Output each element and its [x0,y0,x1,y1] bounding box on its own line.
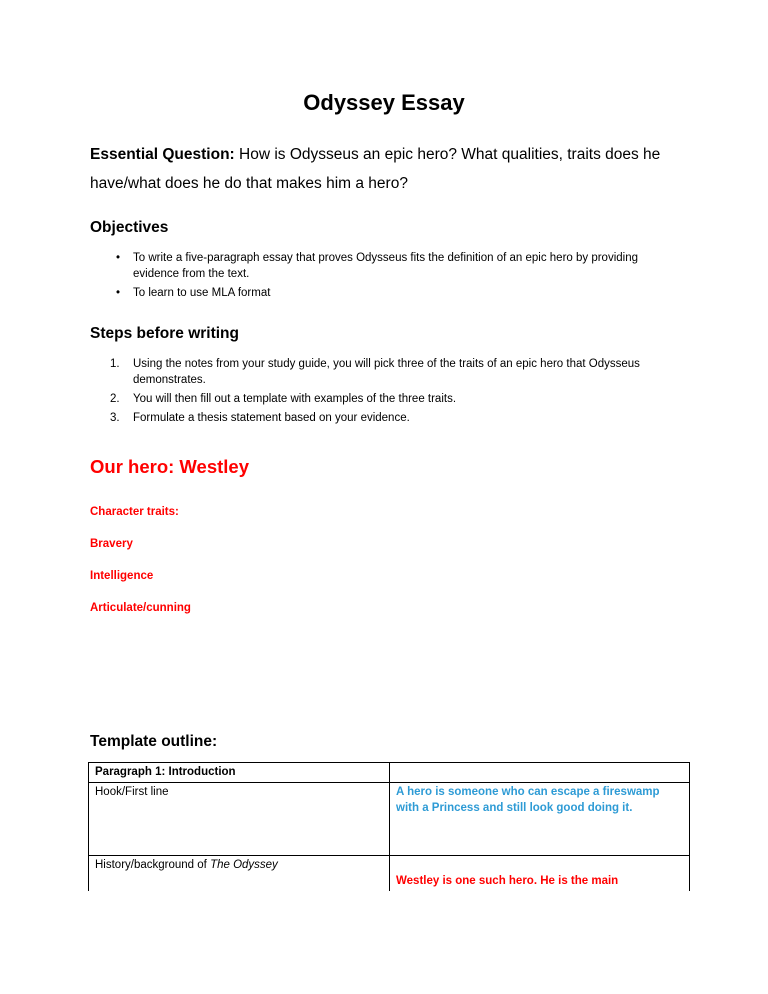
bullet-icon: • [116,287,121,299]
trait-item: Intelligence [90,570,154,582]
objective-item [90,285,678,301]
objectives-heading: Objectives [90,219,169,236]
trait-item: Bravery [90,538,133,550]
character-traits-label: Character traits: [90,506,179,518]
hero-heading: Our hero: Westley [90,456,250,477]
outline-table [88,762,690,891]
step-item [90,410,678,426]
table-cell-left [89,856,390,892]
steps-list [90,356,678,426]
page-title: Odyssey Essay [303,90,465,115]
paragraph1-label: Paragraph 1: Introduction [95,766,236,778]
history-label-title: The Odyssey [210,859,278,871]
table-cell-right [390,856,690,892]
essential-question-text: How is Odysseus an epic hero? What qualities, traits does he have/what does he do that makes him a hero? [90,146,661,192]
table-cell-right [390,763,690,783]
table-cell-left [89,783,390,856]
step-item-text: Using the notes from your study guide, you will pick three of the traits of an epic hero that Odysseus demonstrates. [133,358,640,386]
table-cell-left [89,763,390,783]
table-cell-right [390,783,690,856]
step-item-text: You will then fill out a template with examples of the three traits. [133,393,457,405]
step-number: 2. [110,393,120,405]
table-row [89,856,690,892]
objective-item [90,250,678,282]
history-answer-text: Westley is one such hero. He is the main [396,875,619,887]
trait-item: Articulate/cunning [90,602,191,614]
cell-blank-line [396,857,683,873]
bullet-icon: • [116,252,121,264]
step-item [90,356,678,388]
document-content [0,90,768,891]
objectives-list [90,250,678,301]
history-label-prefix: History/background of [95,859,211,871]
step-number: 3. [110,412,120,424]
table-row [89,763,690,783]
hook-label: Hook/First line [95,786,169,798]
step-item [90,391,678,407]
table-row [89,783,690,856]
steps-heading: Steps before writing [90,325,239,342]
hook-answer-text: A hero is someone who can escape a fireswamp with a Princess and still look good doing it. [396,786,660,814]
objective-item-text: To learn to use MLA format [133,287,271,299]
essential-question [90,140,678,198]
step-number: 1. [110,358,120,370]
essential-question-label: Essential Question: [90,146,235,163]
template-outline-heading: Template outline: [90,733,218,750]
objective-item-text: To write a five-paragraph essay that proves Odysseus fits the definition of an epic hero by providing evidence from the text. [133,252,638,280]
step-item-text: Formulate a thesis statement based on your evidence. [133,412,410,424]
